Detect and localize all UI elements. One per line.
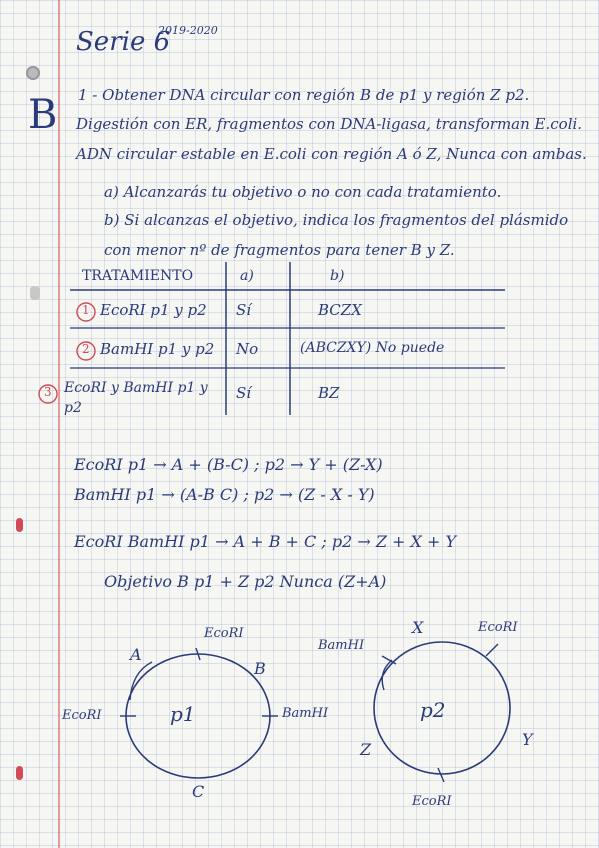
- row-treatment: BamHI p1 y p2: [100, 340, 215, 358]
- plasmid2-region-y: Y: [522, 730, 533, 749]
- digest-line-3: EcoRI BamHI p1 → A + B + C ; p2 → Z + X + Y: [74, 532, 457, 551]
- digest-line-1: EcoRI p1 → A + (B-C) ; p2 → Y + (Z-X): [74, 455, 383, 474]
- plasmid2-site-ecori-top: EcoRI: [478, 620, 518, 635]
- problem-line-1: 1 - Obtener DNA circular con región B de p1 y región Z p2.: [78, 86, 530, 104]
- row-b: BZ: [318, 384, 340, 402]
- row-a: Sí: [236, 301, 252, 319]
- plasmid1-circle: [126, 654, 270, 778]
- digest-line-2: BamHI p1 → (A-B C) ; p2 → (Z - X - Y): [74, 485, 375, 504]
- row-b: (ABCZXY) No puede: [300, 340, 445, 356]
- objective-line: Objetivo B p1 + Z p2 Nunca (Z+A): [104, 572, 387, 591]
- plasmid1-region-a: A: [130, 645, 142, 664]
- question-b-line-2: con menor nº de fragmentos para tener B y Z.: [104, 241, 455, 259]
- row-b: BCZX: [318, 301, 362, 319]
- plasmid2-site-ecori-bottom: EcoRI: [412, 794, 452, 809]
- row-a: Sí: [236, 384, 252, 402]
- plasmid1-site-left: EcoRI: [62, 708, 102, 723]
- problem-line-3: ADN circular estable en E.coli con región A ó Z, Nunca con ambas.: [76, 145, 587, 163]
- row-treatment: EcoRI p1 y p2: [100, 301, 207, 319]
- row-number: 1: [82, 303, 90, 317]
- plasmid1-site-top: EcoRI: [204, 626, 244, 641]
- plasmid2-region-z: Z: [360, 740, 372, 759]
- table-header-a: a): [240, 268, 254, 284]
- section-letter: B: [28, 92, 58, 138]
- plasmid1-label: p1: [170, 702, 196, 726]
- problem-line-2: Digestión con ER, fragmentos con DNA-ligasa, transforman E.coli.: [76, 115, 583, 133]
- plasmid1-region-c: C: [192, 782, 205, 801]
- row-number: 2: [82, 342, 90, 356]
- row-number: 3: [44, 385, 52, 399]
- year-label: 2019-2020: [158, 24, 218, 37]
- plasmid2-label: p2: [420, 698, 446, 722]
- row-treatment: EcoRI y BamHI p1 y p2: [64, 380, 208, 416]
- question-a: a) Alcanzarás tu objetivo o no con cada tratamiento.: [104, 183, 502, 201]
- question-b-line-1: b) Si alcanzas el objetivo, indica los fragmentos del plásmido: [104, 211, 569, 229]
- table-header-treatment: TRATAMIENTO: [82, 268, 194, 284]
- plasmid2-site-bamhi: BamHI: [318, 638, 365, 653]
- table-header-b: b): [330, 268, 345, 284]
- plasmid2-region-x: X: [412, 618, 424, 637]
- page-title: Serie 6: [76, 27, 171, 57]
- plasmid1-region-b: B: [254, 659, 266, 678]
- row-a: No: [236, 340, 259, 358]
- plasmid1-site-right: BamHI: [282, 706, 329, 721]
